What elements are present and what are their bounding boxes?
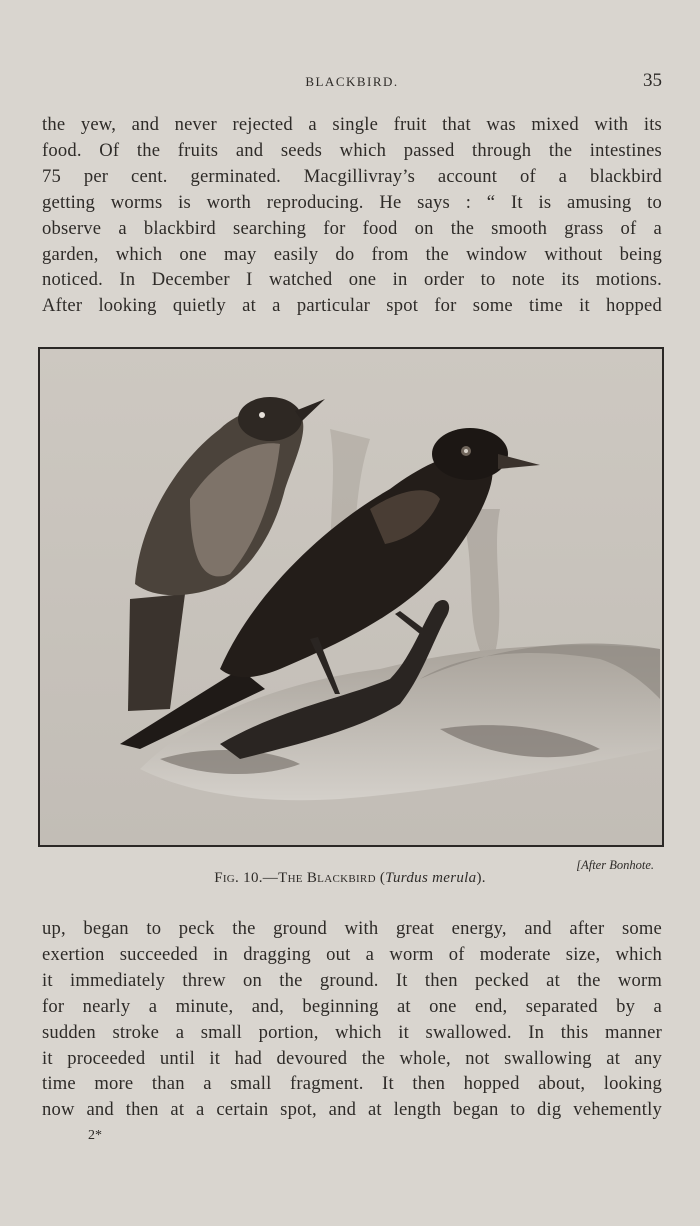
caption-figure-label: Fig. 10.—The Blackbird ( [214, 870, 386, 886]
running-title: BLACKBIRD. [305, 74, 399, 89]
text-line: garden, which one may easily do from the window without being [42, 243, 662, 265]
text-line: it proceeded until it had devoured the whole, not swallowing at any [42, 1047, 662, 1069]
text-line: After looking quietly at a particular spot for some time it hopped [42, 295, 662, 317]
text-line: the yew, and never rejected a single fruit that was mixed with its [42, 114, 662, 135]
text-line: it immediately threw on the ground. It then pecked at the worm [42, 969, 662, 991]
text-line: noticed. In December I watched one in order to note its motions. [42, 269, 662, 291]
caption-species: Turdus merula [385, 870, 477, 886]
text-line: getting worms is worth reproducing. He says : “ It is amusing to [42, 191, 662, 213]
blackbird-illustration [38, 347, 664, 847]
body-paragraph-top [42, 112, 662, 319]
blackbird-drawing [40, 349, 662, 845]
text-line: exertion succeeded in dragging out a worm of moderate size, which [42, 943, 662, 965]
text-line: for nearly a minute, and, beginning at one end, separated by a [42, 995, 662, 1017]
text-line: sudden stroke a small portion, which it swallowed. In this manner [42, 1021, 662, 1043]
text-line: 75 per cent. germinated. Macgillivray’s account of a blackbird [42, 165, 662, 187]
text-line: now and then at a certain spot, and at length began to dig vehemently [42, 1099, 662, 1121]
body-paragraph-bottom [42, 916, 662, 1123]
text-line: observe a blackbird searching for food on the smooth grass of a [42, 217, 662, 239]
text-line: food. Of the fruits and seeds which passed through the intestines [42, 139, 662, 161]
figure-credit: [After Bonhote. [576, 858, 654, 872]
signature-mark: 2* [88, 1128, 102, 1143]
text-line: up, began to peck the ground with great energy, and after some [42, 918, 662, 939]
caption-end: ). [476, 870, 486, 886]
figure-caption [40, 870, 660, 887]
text-line: time more than a small fragment. It then hopped about, looking [42, 1073, 662, 1095]
page-number: 35 [643, 70, 662, 91]
running-head [42, 70, 662, 96]
